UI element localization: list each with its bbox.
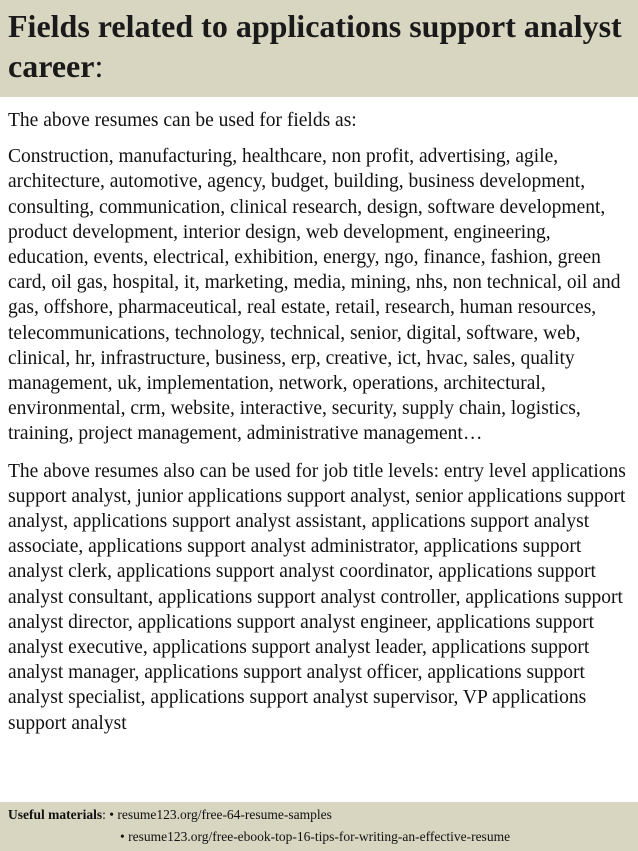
page-title-text: Fields related to applications support analyst career bbox=[8, 8, 622, 84]
job-levels-paragraph: The above resumes also can be used for job title levels: entry level applications support analyst, junior applications support analyst, senior applications support analyst, applications support analyst assistant, applications support analyst associate, applications support analyst administrator, applications support analyst clerk, applications support analyst coordinator, applications support analyst consultant, applications support analyst controller, applications support analyst director, applications support analyst engineer, applications support analyst executive, applications support analyst leader, applications support analyst manager, applications support analyst officer, applications support analyst specialist, applications support analyst supervisor, VP applications support analyst bbox=[8, 460, 626, 734]
fields-list-paragraph: Construction, manufacturing, healthcare, non profit, advertising, agile, architecture, automotive, agency, budget, building, business development, consulting, communication, clinical research, design, software development, product development, interior design, web development, engineering, education, events, electrical, exhibition, energy, ngo, finance, fashion, green card, oil gas, hospital, it, marketing, media, mining, nhs, non technical, oil and gas, offshore, pharmaceutical, real estate, retail, research, human resources, telecommunications, technology, technical, senior, digital, software, web, clinical, hr, infrastructure, business, erp, creative, ict, hvac, sales, quality management, uk, implementation, network, operations, architectural, environmental, crm, website, interactive, security, supply chain, logistics, training, project management, administrative management… bbox=[8, 146, 621, 445]
body-content bbox=[8, 108, 634, 802]
footer-link-ebook-tips[interactable]: • resume123.org/free-ebook-top-16-tips-for-writing-an-effective-resume bbox=[120, 829, 511, 844]
useful-materials-label-colon: : bbox=[102, 807, 110, 822]
footer-line-2 bbox=[120, 826, 510, 848]
page-title bbox=[8, 6, 628, 86]
useful-materials-label: Useful materials bbox=[8, 807, 103, 822]
useful-materials-footer bbox=[0, 802, 638, 851]
title-banner bbox=[0, 0, 638, 97]
page-title-colon: : bbox=[94, 48, 104, 84]
fields-intro-text: The above resumes can be used for fields as: bbox=[8, 110, 357, 131]
footer-line-1 bbox=[8, 804, 332, 826]
footer-link-resume-samples[interactable]: • resume123.org/free-64-resume-samples bbox=[109, 807, 332, 822]
